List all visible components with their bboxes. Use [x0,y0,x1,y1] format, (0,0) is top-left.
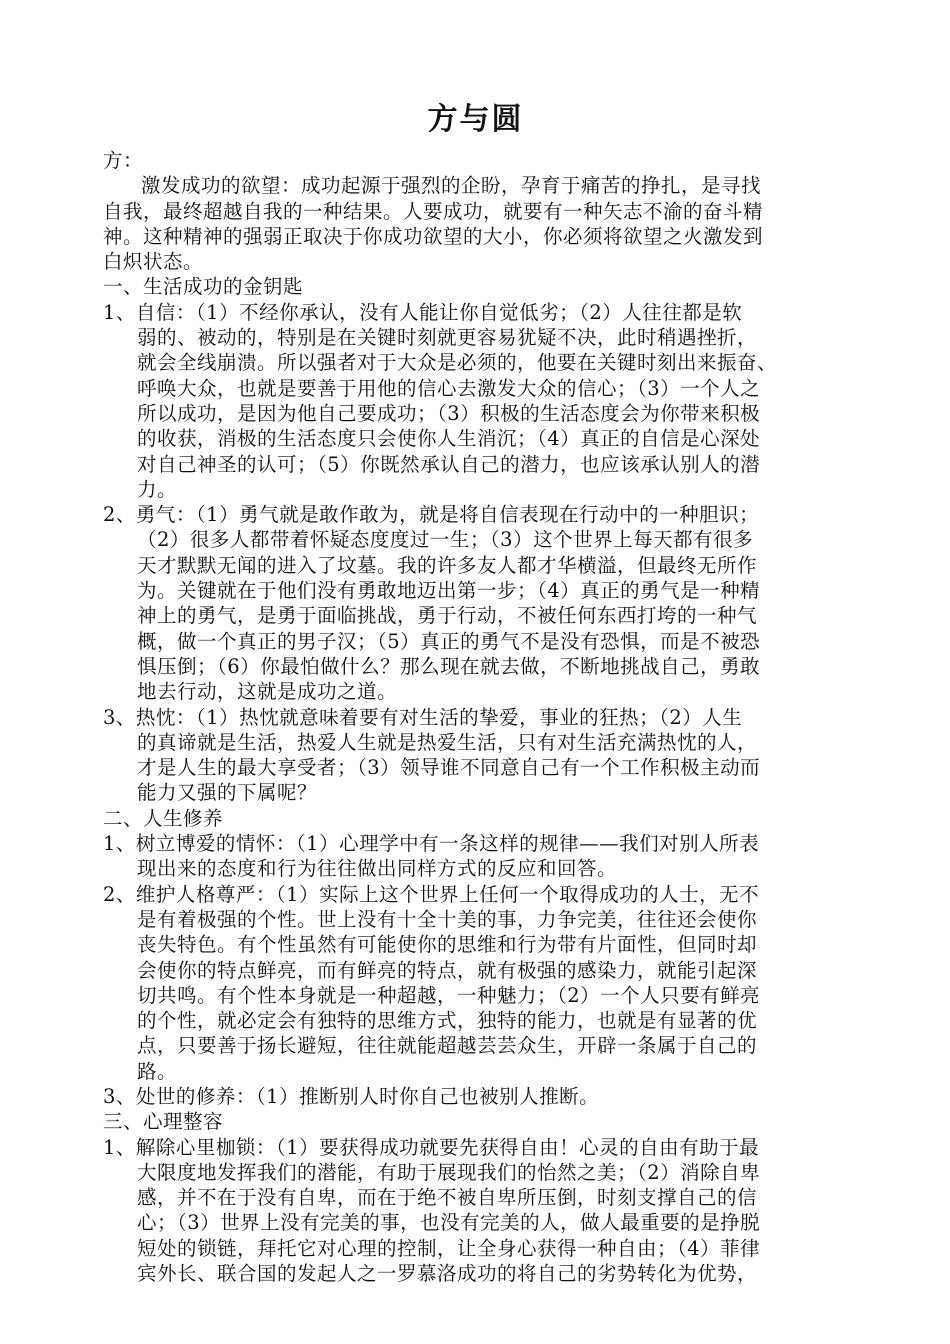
text-line: 会使你的特点鲜亮，而有鲜亮的特点，就有极强的感染力，就能引起深 [137,958,758,982]
text-line: 短处的锁链，拜托它对心理的控制，让全身心获得一种自由；（4）菲律 [137,1236,761,1260]
text-line: 1、解除心里枷锁：（1）要获得成功就要先获得自由！心灵的自由有助于最 [103,1135,760,1159]
text-line: 地去行动，这就是成功之道。 [137,680,398,704]
text-line: 就会全线崩溃。所以强者对于大众是必须的，他要在关键时刻出来振奋、 [137,351,778,375]
document-page [103,96,848,1286]
text-line: 感，并不在于没有自卑，而在于绝不被自卑所压倒，时刻支撑自己的信 [137,1186,758,1210]
text-line: 丧失特色。有个性虽然有可能使你的思维和行为带有片面性，但同时却 [137,933,758,957]
text-line: 才是人生的最大享受者；（3）领导谁不同意自己有一个工作积极主动而 [137,756,761,780]
text-line: 弱的、被动的，特别是在关键时刻就更容易犹疑不决，此时稍遇挫折， [137,326,758,350]
text-line: 1、自信：（1）不经你承认，没有人能让你自觉低劣；（2）人往往都是软 [103,300,743,324]
text-line: 为。关键就在于他们没有勇敢地迈出第一步；（4）真正的勇气是一种精 [137,579,761,603]
text-line: 二、人生修养 [103,806,224,830]
text-line: 的收获，消极的生活态度只会使你人生消沉；（4）真正的自信是心深处 [137,427,761,451]
text-line: 力。 [137,477,178,501]
page-title: 方与圆 [427,102,524,137]
text-line: 自我，最终超越自我的一种结果。人要成功，就要有一种矢志不渝的奋斗精 [103,199,764,223]
text-line: 3、热忱：（1）热忱就意味着要有对生活的挚爱，事业的狂热；（2）人生 [103,705,743,729]
text-line: 一、生活成功的金钥匙 [103,275,304,299]
text-line: 白炽状态。 [103,250,204,274]
text-line: 是有着极强的个性。世上没有十全十美的事，力争完美，往往还会使你 [137,907,758,931]
text-line: 能力又强的下属呢？ [137,781,318,805]
text-line: 大限度地发挥我们的潜能，有助于展现我们的怡然之美；（2）消除自卑 [137,1160,761,1184]
text-line: 所以成功，是因为他自己要成功；（3）积极的生活态度会为你带来积极 [137,401,761,425]
text-line: 3、处世的修养：（1）推断别人时你自己也被别人推断。 [103,1084,600,1108]
text-line: 的真谛就是生活，热爱人生就是热爱生活，只有对生活充满热忱的人， [137,730,758,754]
text-line: 激发成功的欲望：成功起源于强烈的企盼，孕育于痛苦的挣扎，是寻找 [141,174,762,198]
text-line: 方： [103,149,144,172]
text-line: 神上的勇气，是勇于面临挑战，勇于行动，不被任何东西打垮的一种气 [137,604,758,628]
text-line: 概，做一个真正的男子汉；（5）真正的勇气不是没有恐惧，而是不被恐 [137,629,761,653]
text-line: 切共鸣。有个性本身就是一种超越，一种魅力；（2）一个人只要有鲜亮 [137,983,761,1007]
text-line: 对自己神圣的认可；（5）你既然承认自己的潜力，也应该承认别人的潜 [137,452,761,476]
text-line: 天才默默无闻的进入了坟墓。我的许多友人都才华横溢，但最终无所作 [137,553,758,577]
text-line: 三、心理整容 [103,1110,224,1134]
text-line: 点，只要善于扬长避短，往往就能超越芸芸众生，开辟一条属于自己的 [137,1034,758,1058]
text-line: 心；（3）世界上没有完美的事，也没有完美的人，做人最重要的是挣脱 [137,1211,761,1235]
document-body [103,148,848,1286]
text-line: 惧压倒；（6）你最怕做什么？那么现在就去做，不断地挑战自己，勇敢 [137,654,761,678]
text-line: 2、勇气：（1）勇气就是敢作敢为，就是将自信表现在行动中的一种胆识； [103,503,760,527]
text-line: 的个性，就必定会有独特的思维方式，独特的能力，也就是有显著的优 [137,1009,758,1033]
text-line: 神。这种精神的强弱正取决于你成功欲望的大小，你必须将欲望之火激发到 [103,224,764,248]
text-line: 2、维护人格尊严：（1）实际上这个世界上任何一个取得成功的人士，无不 [103,882,760,906]
text-line: 现出来的态度和行为往往做出同样方式的反应和回答。 [137,857,618,881]
text-line: 宾外长、联合国的发起人之一罗慕洛成功的将自己的劣势转化为优势， [137,1262,758,1286]
text-line: 1、树立博爱的情怀：（1）心理学中有一条这样的规律——我们对别人所表 [103,832,760,856]
text-line: 路。 [137,1059,178,1083]
text-line: 呼唤大众，也就是要善于用他的信心去激发大众的信心；（3）一个人之 [137,376,761,400]
text-line: （2）很多人都带着怀疑态度度过一生；（3）这个世界上每天都有很多 [137,528,754,552]
